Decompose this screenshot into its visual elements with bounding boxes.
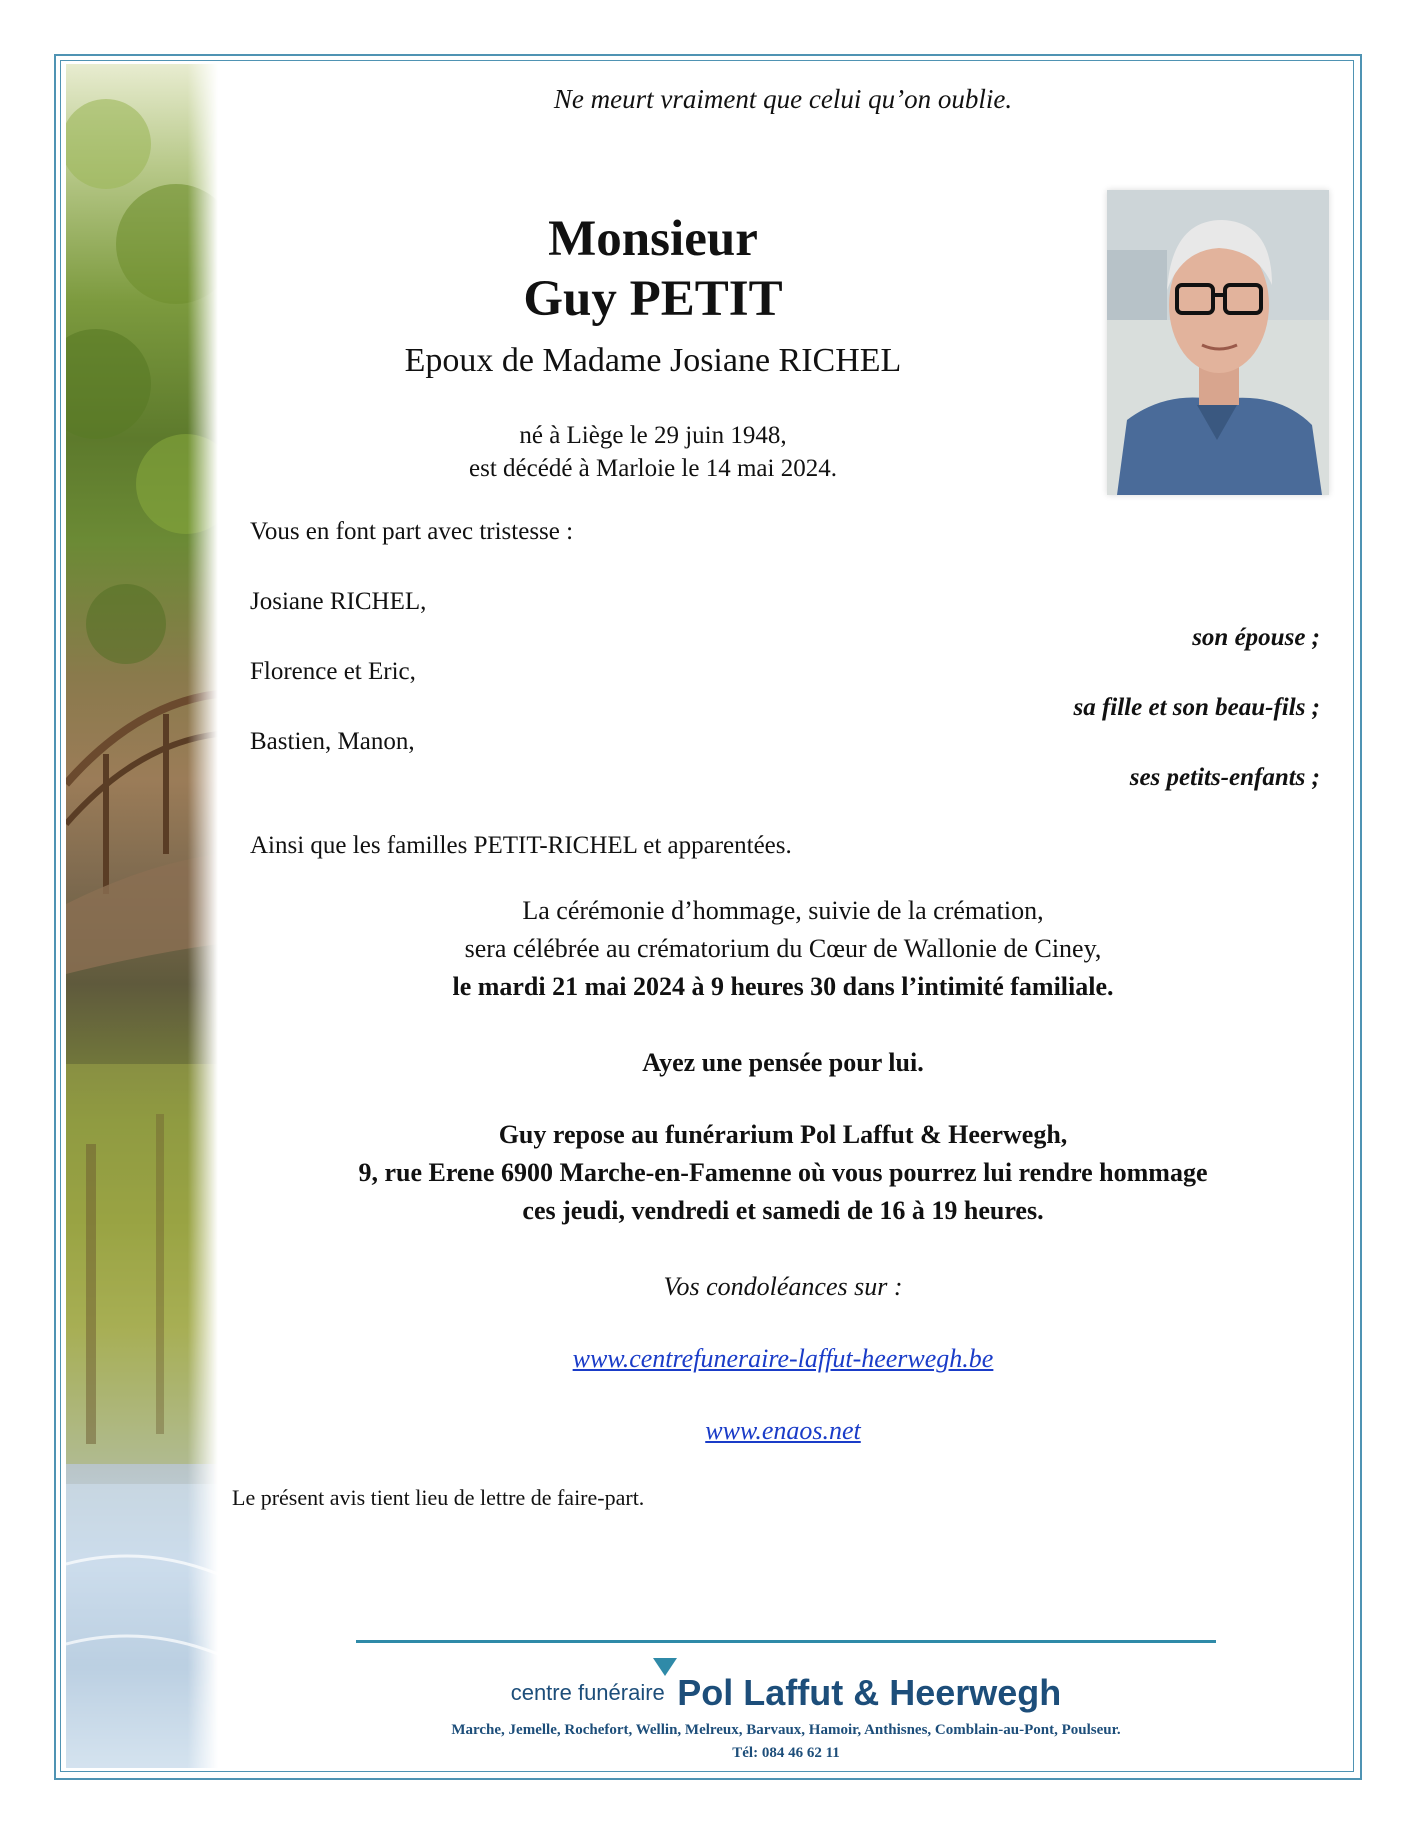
condolences-label: Vos condoléances sur : <box>663 1272 903 1301</box>
enaos-link[interactable]: www.enaos.net <box>705 1416 861 1445</box>
family-names-3: Bastien, Manon, <box>250 728 415 755</box>
family-relation-1: son épouse ; <box>1192 624 1320 651</box>
deceased-name: Guy PETIT <box>523 271 783 327</box>
thought-line: Ayez une pensée pour lui. <box>642 1048 924 1077</box>
family-names-2: Florence et Eric, <box>250 658 416 685</box>
logo-small-text: centre funéraire <box>510 1680 665 1705</box>
logo-brand-text: Pol Laffut & Heerwegh <box>677 1672 1062 1713</box>
civility-title: Monsieur <box>548 211 758 267</box>
death-line: est décédé à Marloie le 14 mai 2024. <box>469 455 837 482</box>
footer-divider <box>356 1640 1216 1643</box>
ceremony-line-2: sera célébrée au crématorium du Cœur de Wallonie de Ciney, <box>464 934 1102 963</box>
funeral-home-link[interactable]: www.centrefuneraire-laffut-heerwegh.be <box>572 1344 994 1373</box>
portrait-photo <box>1107 190 1329 495</box>
rest-line-1: Guy repose au funérarium Pol Laffut & Heerwegh, <box>498 1120 1068 1149</box>
family-relation-3: ses petits-enfants ; <box>1129 764 1320 791</box>
notice-line: Le présent avis tient lieu de lettre de faire-part. <box>232 1485 645 1510</box>
birth-line: né à Liège le 29 juin 1948, <box>519 422 787 449</box>
funeral-home-logo <box>356 1652 1216 1762</box>
side-landscape-image <box>66 64 218 1768</box>
family-relation-2: sa fille et son beau-fils ; <box>1073 694 1320 721</box>
logo-phone: Tél: 084 46 62 11 <box>732 1745 840 1761</box>
spouse-line: Epoux de Madame Josiane RICHEL <box>404 342 902 379</box>
ceremony-line-3: le mardi 21 mai 2024 à 9 heures 30 dans l’intimité familiale. <box>452 972 1114 1001</box>
intro-line: Vous en font part avec tristesse : <box>250 518 574 545</box>
logo-towns: Marche, Jemelle, Rochefort, Wellin, Melreux, Barvaux, Hamoir, Anthisnes, Comblain-au-Pont, Poulseur. <box>451 1722 1121 1738</box>
epigraph-quote: Ne meurt vraiment que celui qu’on oublie. <box>553 84 1013 114</box>
rest-line-2: 9, rue Erene 6900 Marche-en-Famenne où vous pourrez lui rendre hommage <box>358 1158 1208 1187</box>
family-names-1: Josiane RICHEL, <box>250 588 427 615</box>
families-line: Ainsi que les familles PETIT-RICHEL et apparentées. <box>250 832 792 859</box>
ceremony-line-1: La cérémonie d’hommage, suivie de la crémation, <box>522 896 1044 925</box>
rest-line-3: ces jeudi, vendredi et samedi de 16 à 19 heures. <box>522 1196 1044 1225</box>
